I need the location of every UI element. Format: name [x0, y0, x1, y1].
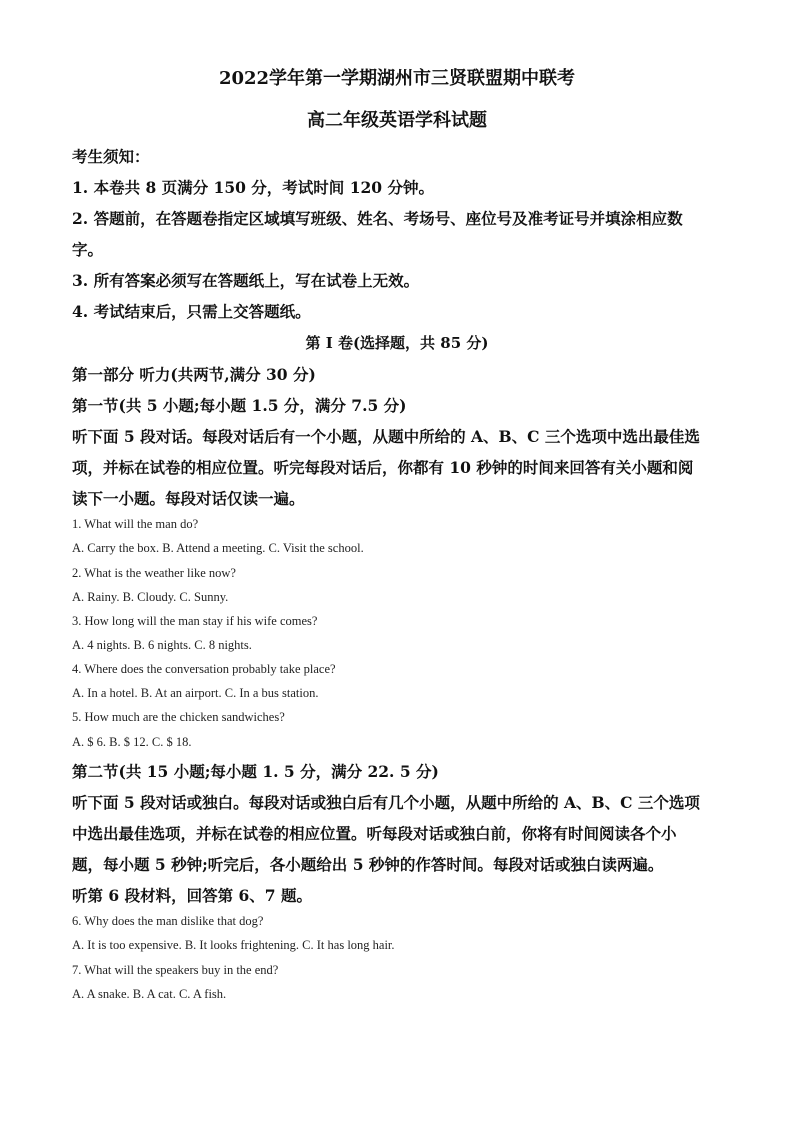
- notice-item: 1. 本卷共 8 页满分 150 分，考试时间 120 分钟。: [72, 178, 434, 197]
- question-text: 1. What will the man do?: [72, 517, 199, 531]
- exam-title: 2022学年第一学期湖州市三贤联盟期中联考: [218, 68, 576, 89]
- question-text: 4. Where does the conversation probably take place?: [72, 662, 336, 676]
- notice-item: 字。: [72, 240, 104, 259]
- section2-instruction-line: 中选出最佳选项，并标在试卷的相应位置。听每段对话或独白前，你将有时间阅读各个小: [72, 824, 677, 843]
- notice-item: 2. 答题前，在答题卷指定区域填写班级、姓名、考场号、座位号及准考证号并填涂相应数: [72, 209, 683, 228]
- volume-heading: 第 I 卷(选择题，共 85 分): [305, 334, 489, 352]
- section1-instruction-line: 读下一小题。每段对话仅读一遍。: [72, 489, 305, 508]
- question-text: 3. How long will the man stay if his wife comes?: [72, 614, 318, 628]
- question-text: 2. What is the weather like now?: [72, 566, 236, 580]
- section1-instruction-line: 项，并标在试卷的相应位置。听完每段对话后，你都有 10 秒钟的时间来回答有关小题和阅: [72, 458, 694, 477]
- section1-heading: 第一节(共 5 小题;每小题 1.5 分，满分 7.5 分): [72, 396, 407, 415]
- section2-instruction-line: 题，每小题 5 秒钟;听完后，各小题给出 5 秒钟的作答时间。每段对话或独白读两遍。: [72, 855, 664, 874]
- question-options: A. It is too expensive. B. It looks frightening. C. It has long hair.: [72, 938, 395, 952]
- section2-instruction-line: 听下面 5 段对话或独白。每段对话或独白后有几个小题，从题中所给的 A、B、C 三个选项: [72, 793, 700, 812]
- notice-item: 4. 考试结束后，只需上交答题纸。: [72, 302, 311, 321]
- part1-heading: 第一部分 听力(共两节,满分 30 分): [72, 365, 316, 384]
- question-options: A. Carry the box. B. Attend a meeting. C. Visit the school.: [72, 541, 364, 555]
- question-options: A. 4 nights. B. 6 nights. C. 8 nights.: [72, 638, 252, 652]
- material-heading: 听第 6 段材料，回答第 6、7 题。: [72, 886, 312, 905]
- question-text: 6. Why does the man dislike that dog?: [72, 914, 264, 928]
- section1-instruction-line: 听下面 5 段对话。每段对话后有一个小题，从题中所给的 A、B、C 三个选项中选出最佳选: [72, 427, 700, 446]
- notice-heading: 考生须知：: [72, 147, 150, 166]
- notice-item: 3. 所有答案必须写在答题纸上，写在试卷上无效。: [72, 271, 420, 290]
- exam-subtitle: 高二年级英语学科试题: [307, 110, 487, 131]
- section2-heading: 第二节(共 15 小题;每小题 1. 5 分，满分 22. 5 分): [72, 762, 439, 781]
- question-options: A. A snake. B. A cat. C. A fish.: [72, 987, 227, 1001]
- question-text: 7. What will the speakers buy in the end?: [72, 963, 279, 977]
- question-options: A. In a hotel. B. At an airport. C. In a bus station.: [72, 686, 319, 700]
- question-text: 5. How much are the chicken sandwiches?: [72, 710, 285, 724]
- question-options: A. Rainy. B. Cloudy. C. Sunny.: [72, 590, 229, 604]
- question-options: A. $ 6. B. $ 12. C. $ 18.: [72, 735, 192, 749]
